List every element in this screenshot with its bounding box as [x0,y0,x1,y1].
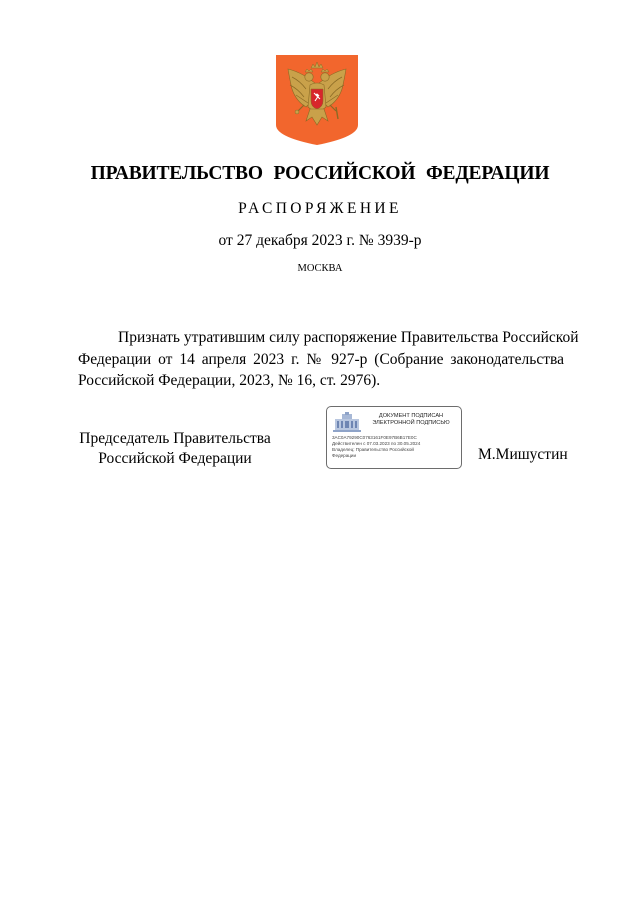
stamp-owner-line: Владелец: Правительство Российской [332,447,414,452]
stamp-certificate-serial: 3AC0A79290C0763161F0E97B6B17E0C [332,435,417,440]
signer-position [70,429,280,469]
order-text-line: Российской Федерации, 2023, № 16, ст. 2976). [78,372,381,389]
stamp-heading-line: ДОКУМЕНТ ПОДПИСАН [378,413,444,419]
stamp-validity: Действителен с 07.03.2023 по 30.05.2024 [332,441,421,446]
order-text-line: Федерации от 14 апреля 2023 г. № 927-р (Собрание законодательства [78,350,564,368]
order-text [78,327,579,392]
russian-coat-of-arms-icon [276,55,358,145]
organization-title: ПРАВИТЕЛЬСТВО РОССИЙСКОЙ ФЕДЕРАЦИИ [90,163,550,184]
stamp-heading [363,413,459,427]
signer-name: М.Мишустин [478,446,568,463]
order-text-line: Признать утратившим силу распоряжение Правительства Российской [118,329,579,346]
electronic-signature-stamp [326,406,462,469]
signer-position-line: Российской Федерации [98,450,252,467]
stamp-details [332,435,460,459]
document-city: МОСКВА [297,263,343,274]
government-building-icon [333,412,361,432]
stamp-heading-line: ЭЛЕКТРОННОЙ ПОДПИСЬЮ [372,420,450,426]
document-type: РАСПОРЯЖЕНИЕ [238,200,402,217]
stamp-owner-line: Федерации [332,453,357,458]
document-date-number: от 27 декабря 2023 г. № 3939-р [218,232,422,249]
signer-position-line: Председатель Правительства [79,430,271,447]
